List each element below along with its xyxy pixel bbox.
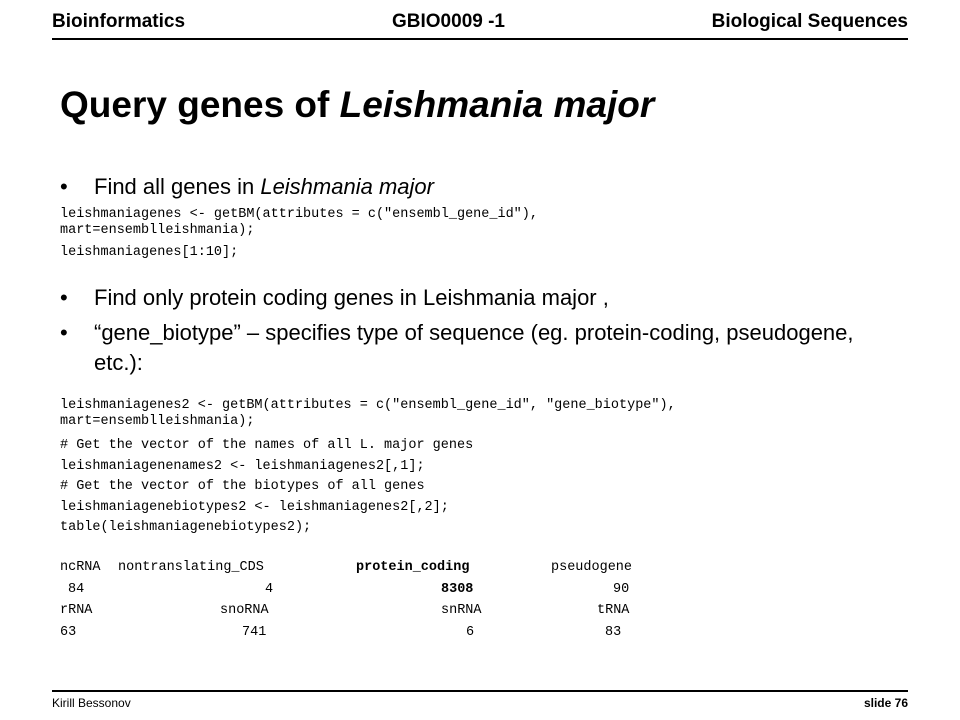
code-block-biotypes	[60, 398, 676, 430]
course-name: Bioinformatics	[52, 11, 186, 32]
table-cell: snRNA	[441, 603, 482, 618]
slide-number: slide 76	[863, 696, 908, 710]
table-cell: nontranslating_CDS	[118, 560, 264, 575]
table-cell: 90	[613, 582, 630, 597]
table-cell: 741	[242, 625, 267, 640]
slide-title-species: Leishmania major	[339, 84, 655, 125]
table-cell: snoRNA	[220, 603, 269, 618]
table-cell: rRNA	[60, 603, 93, 618]
bullet-dot-icon: •	[60, 285, 68, 310]
code-line: mart=ensemblleishmania);	[60, 223, 255, 238]
table-cell: protein_coding	[356, 560, 470, 575]
table-cell: pseudogene	[551, 560, 633, 575]
code-block-all-genes	[60, 207, 538, 239]
code-line: leishmaniagenes2 <- getBM(attributes = c("ensembl_gene_id", "gene_biotype"),	[60, 398, 676, 413]
code-line: leishmaniagenebiotypes2 <- leishmaniagenes2[,2];	[60, 499, 449, 515]
table-cell: 8308	[441, 582, 474, 597]
table-cell: 84	[68, 582, 85, 597]
table-cell: ncRNA	[60, 560, 101, 575]
slide-footer	[52, 690, 908, 714]
author-name: Kirill Bessonov	[52, 696, 131, 710]
code-line: leishmaniagenes <- getBM(attributes = c("ensembl_gene_id"),	[60, 207, 538, 222]
code-line: mart=ensemblleishmania);	[60, 414, 255, 429]
bullet-dot-icon: •	[60, 174, 68, 199]
bullet-text: “gene_biotype” – specifies type of sequence (eg. protein-coding, pseudogene, etc.):	[94, 320, 854, 375]
code-line: leishmaniagenes[1:10];	[60, 245, 239, 260]
course-code: GBIO0009 -1	[392, 11, 505, 32]
code-block-all-genes-head	[60, 245, 238, 261]
bullet-text-species: Leishmania major	[260, 174, 434, 199]
table-cell: 4	[265, 582, 274, 597]
code-line: leishmaniagenenames2 <- leishmaniagenes2[,1];	[60, 458, 425, 474]
slide-header	[52, 6, 908, 40]
table-cell: 6	[466, 625, 475, 640]
slide-title-prefix: Query genes of	[60, 84, 340, 125]
code-block-biotypes-steps	[60, 436, 473, 539]
table-cell: 83	[605, 625, 622, 640]
section-name: Biological Sequences	[711, 11, 908, 32]
bullet-text-prefix: Find all genes in	[94, 174, 261, 199]
code-line: # Get the vector of the biotypes of all genes	[60, 479, 425, 494]
code-line: table(leishmaniagenebiotypes2);	[60, 520, 312, 535]
table-cell: tRNA	[597, 603, 630, 618]
bullet-dot-icon: •	[60, 320, 68, 345]
slide-title	[60, 84, 654, 126]
bullet-text: Find only protein coding genes in Leishmania major ,	[94, 285, 609, 310]
table-cell: 63	[60, 625, 77, 640]
bullet-text	[94, 172, 434, 202]
code-line: # Get the vector of the names of all L. major genes	[60, 438, 474, 453]
